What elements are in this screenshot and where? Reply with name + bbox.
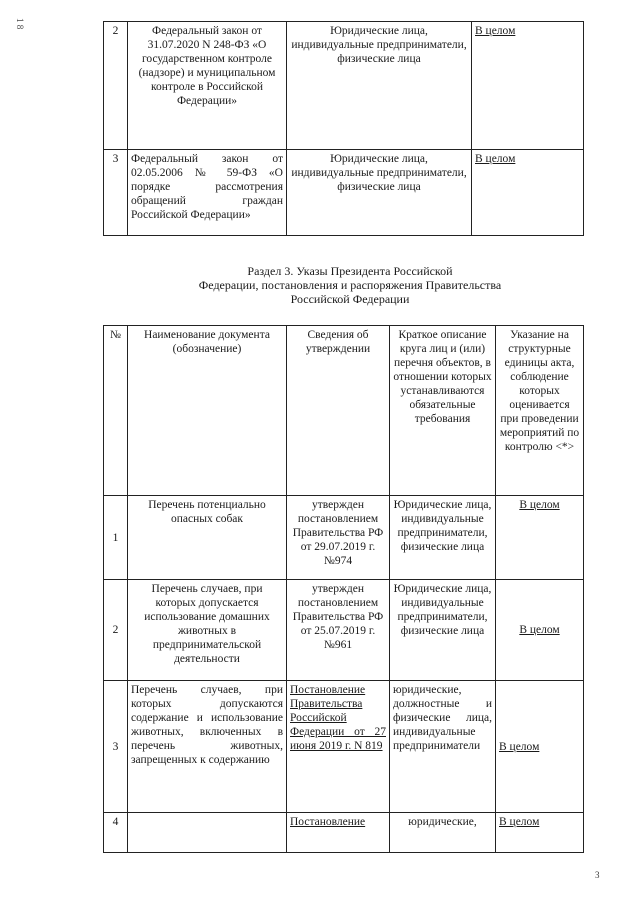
row-number: 4: [104, 813, 128, 853]
row-number: 3: [104, 150, 128, 236]
row-number: 2: [104, 580, 128, 681]
scope-cell: В целом: [472, 150, 584, 236]
header-number: №: [104, 326, 128, 496]
description-cell: Юридические лица, индивидуальные предприниматели, физические лица: [390, 496, 496, 580]
section-title-line: Федерации, постановления и распоряжения Правительства: [198, 278, 502, 292]
scope-cell: В целом: [496, 681, 584, 813]
table-row: [104, 813, 584, 853]
approval-cell: Постановление Правительства Российской Федерации от 27 июня 2019 г. N 819: [287, 681, 390, 813]
description-cell: юридические, должностные и физические лица, индивидуальные предприниматели: [390, 681, 496, 813]
table-row: [104, 681, 584, 813]
table-row: [104, 580, 584, 681]
scope-cell: В целом: [496, 813, 584, 853]
description-cell: Юридические лица, индивидуальные предприниматели, физические лица: [390, 580, 496, 681]
row-number: 3: [104, 681, 128, 813]
table-row: [104, 496, 584, 580]
regulations-table-decrees: [103, 325, 584, 853]
row-number: 1: [104, 496, 128, 580]
scope-cell: В целом: [472, 22, 584, 150]
persons-cell: Юридические лица, индивидуальные предприниматели, физические лица: [287, 22, 472, 150]
document-name: Перечень случаев, при которых допускается использование домашних животных в предпринимательской деятельности: [128, 580, 287, 681]
header-description: Краткое описание круга лиц и (или) перечня объектов, в отношении которых устанавливаются обязательные требования: [390, 326, 496, 496]
header-scope: Указание на структурные единицы акта, соблюдение которых оценивается при проведении мероприятий по контролю <*>: [496, 326, 584, 496]
header-approval: Сведения об утверждении: [287, 326, 390, 496]
page-number: 3: [595, 870, 600, 880]
row-number: 2: [104, 22, 128, 150]
document-name: Федеральный закон от 02.05.2006 № 59-ФЗ «О порядке рассмотрения обращений граждан Российской Федерации»: [128, 150, 287, 236]
scope-cell: В целом: [496, 496, 584, 580]
persons-cell: Юридические лица, индивидуальные предприниматели, физические лица: [287, 150, 472, 236]
header-document-name: Наименование документа (обозначение): [128, 326, 287, 496]
approval-cell: утвержден постановлением Правительства РФ от 29.07.2019 г. №974: [287, 496, 390, 580]
document-name: Федеральный закон от 31.07.2020 N 248-ФЗ «О государственном контроле (надзоре) и муниципальном контроле в Российской Федерации»: [128, 22, 287, 150]
section-title-line: Российской Федерации: [290, 292, 410, 306]
document-name: Перечень потенциально опасных собак: [128, 496, 287, 580]
table-row: [104, 22, 584, 150]
document-name: [128, 813, 287, 853]
scope-cell: В целом: [496, 580, 584, 681]
document-name: Перечень случаев, при которых допускаются содержание и использование животных, включенных в перечень животных, запрещенных к содержанию: [128, 681, 287, 813]
approval-cell: утвержден постановлением Правительства РФ от 25.07.2019 г. №961: [287, 580, 390, 681]
section-title-line: Раздел 3. Указы Президента Российской: [247, 264, 453, 278]
margin-mark: 1 8: [15, 18, 25, 30]
table-row: [104, 150, 584, 236]
approval-cell: Постановление: [287, 813, 390, 853]
regulations-table-federal-laws: [103, 21, 584, 236]
description-cell: юридические,: [390, 813, 496, 853]
section-title: [150, 264, 550, 306]
table-header-row: [104, 326, 584, 496]
